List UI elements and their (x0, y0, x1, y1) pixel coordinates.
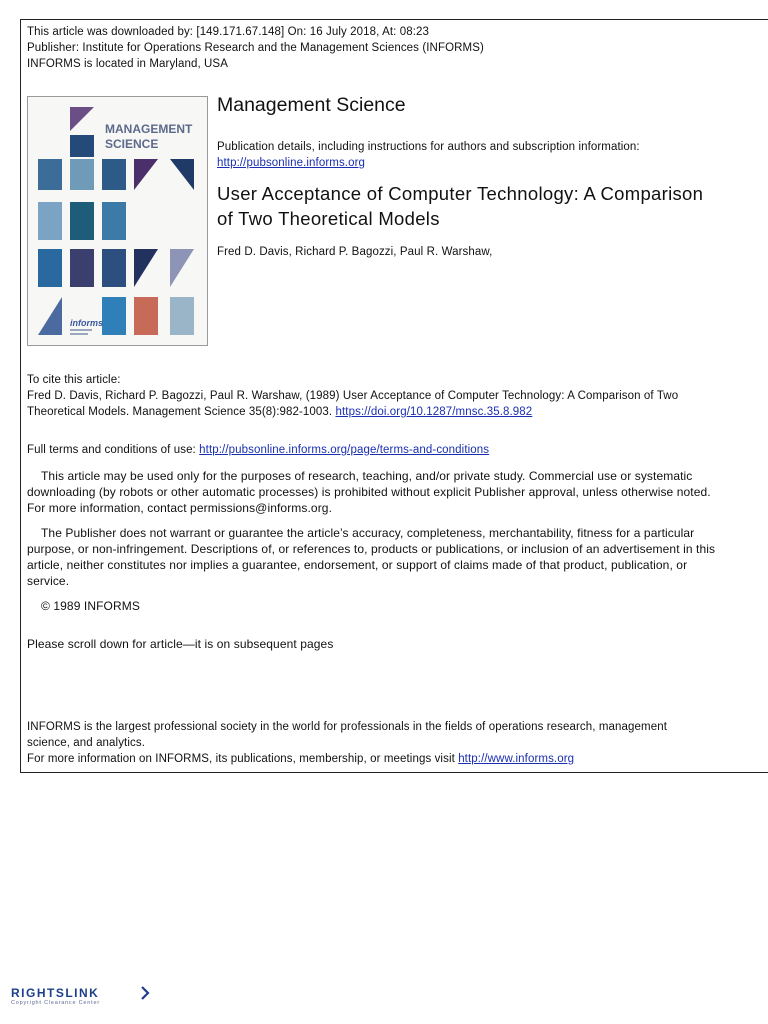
rightslink-tagline: Copyright Clearance Center (11, 1000, 100, 1006)
cite-line1: Fred D. Davis, Richard P. Bagozzi, Paul R. Warshaw, (1989) User Acceptance of Computer Technology: A Comparison of Two (27, 390, 679, 402)
rightslink-brand: RIGHTSLINK (11, 986, 100, 1000)
doi-link[interactable]: https://doi.org/10.1287/mnsc.35.8.982 (335, 406, 533, 418)
download-info: This article was downloaded by: [149.171.67.148] On: 16 July 2018, At: 08:23 (27, 26, 430, 38)
terms-link[interactable]: http://pubsonline.informs.org/page/terms-and-conditions (199, 444, 490, 456)
journal-url-line (217, 155, 365, 171)
footer-line1: INFORMS is the largest professional society in the world for professionals in the fields of operations research, management (27, 721, 667, 733)
scroll-note: Please scroll down for article—it is on subsequent pages (27, 637, 334, 651)
cite-line2-text: Theoretical Models. Management Science 35(8):982-1003. (27, 406, 336, 418)
location-info: INFORMS is located in Maryland, USA (27, 58, 228, 70)
informs-logo: informs (70, 318, 104, 328)
article-title-line2: of Two Theoretical Models (217, 208, 440, 229)
cover-title-line1: MANAGEMENT (105, 122, 193, 136)
footer-line2: science, and analytics. (27, 737, 146, 749)
journal-cover-image (27, 96, 208, 346)
rightslink-logo (11, 984, 161, 1011)
copyright-notice: © 1989 INFORMS (41, 599, 140, 613)
terms-line (27, 442, 489, 458)
disclaimer-paragraph: The Publisher does not warrant or guarantee the article’s accuracy, completeness, merchantability, fitness for a particular purpose, or non-infringement. Descriptions of, or references to, products or publications, or inclusion of an advertisement in this article, neither constitutes nor implies a guarantee, endorsement, or support of claims made of that product, publication, or service. (27, 526, 716, 588)
cite-label: To cite this article: (27, 374, 121, 386)
cover-art (28, 97, 209, 347)
usage-paragraph: This article may be used only for the purposes of research, teaching, and/or private study. Commercial use or systematic downloading (by robots or other automatic processes) is prohibited without explicit Publisher approval, unless otherwise noted. For more information, contact permissions@informs.org. (27, 469, 711, 515)
article-authors: Fred D. Davis, Richard P. Bagozzi, Paul R. Warshaw, (217, 246, 493, 258)
publisher-info: Publisher: Institute for Operations Research and the Management Sciences (INFORMS) (27, 42, 484, 54)
cover-title-line2: SCIENCE (105, 137, 159, 151)
article-title (217, 181, 703, 231)
chevron-right-icon (142, 987, 148, 999)
journal-url-link[interactable]: http://pubsonline.informs.org (217, 157, 366, 169)
informs-url-link[interactable]: http://www.informs.org (458, 753, 575, 765)
article-title-line1: User Acceptance of Computer Technology: A Comparison (217, 183, 704, 204)
terms-label: Full terms and conditions of use: (27, 444, 200, 456)
journal-name: Management Science (217, 94, 406, 116)
publication-details: Publication details, including instructions for authors and subscription information: (217, 141, 640, 153)
footer-line3 (27, 751, 574, 767)
cite-line2 (27, 404, 532, 420)
footer-line3-text: For more information on INFORMS, its publications, membership, or meetings visit (27, 753, 459, 765)
